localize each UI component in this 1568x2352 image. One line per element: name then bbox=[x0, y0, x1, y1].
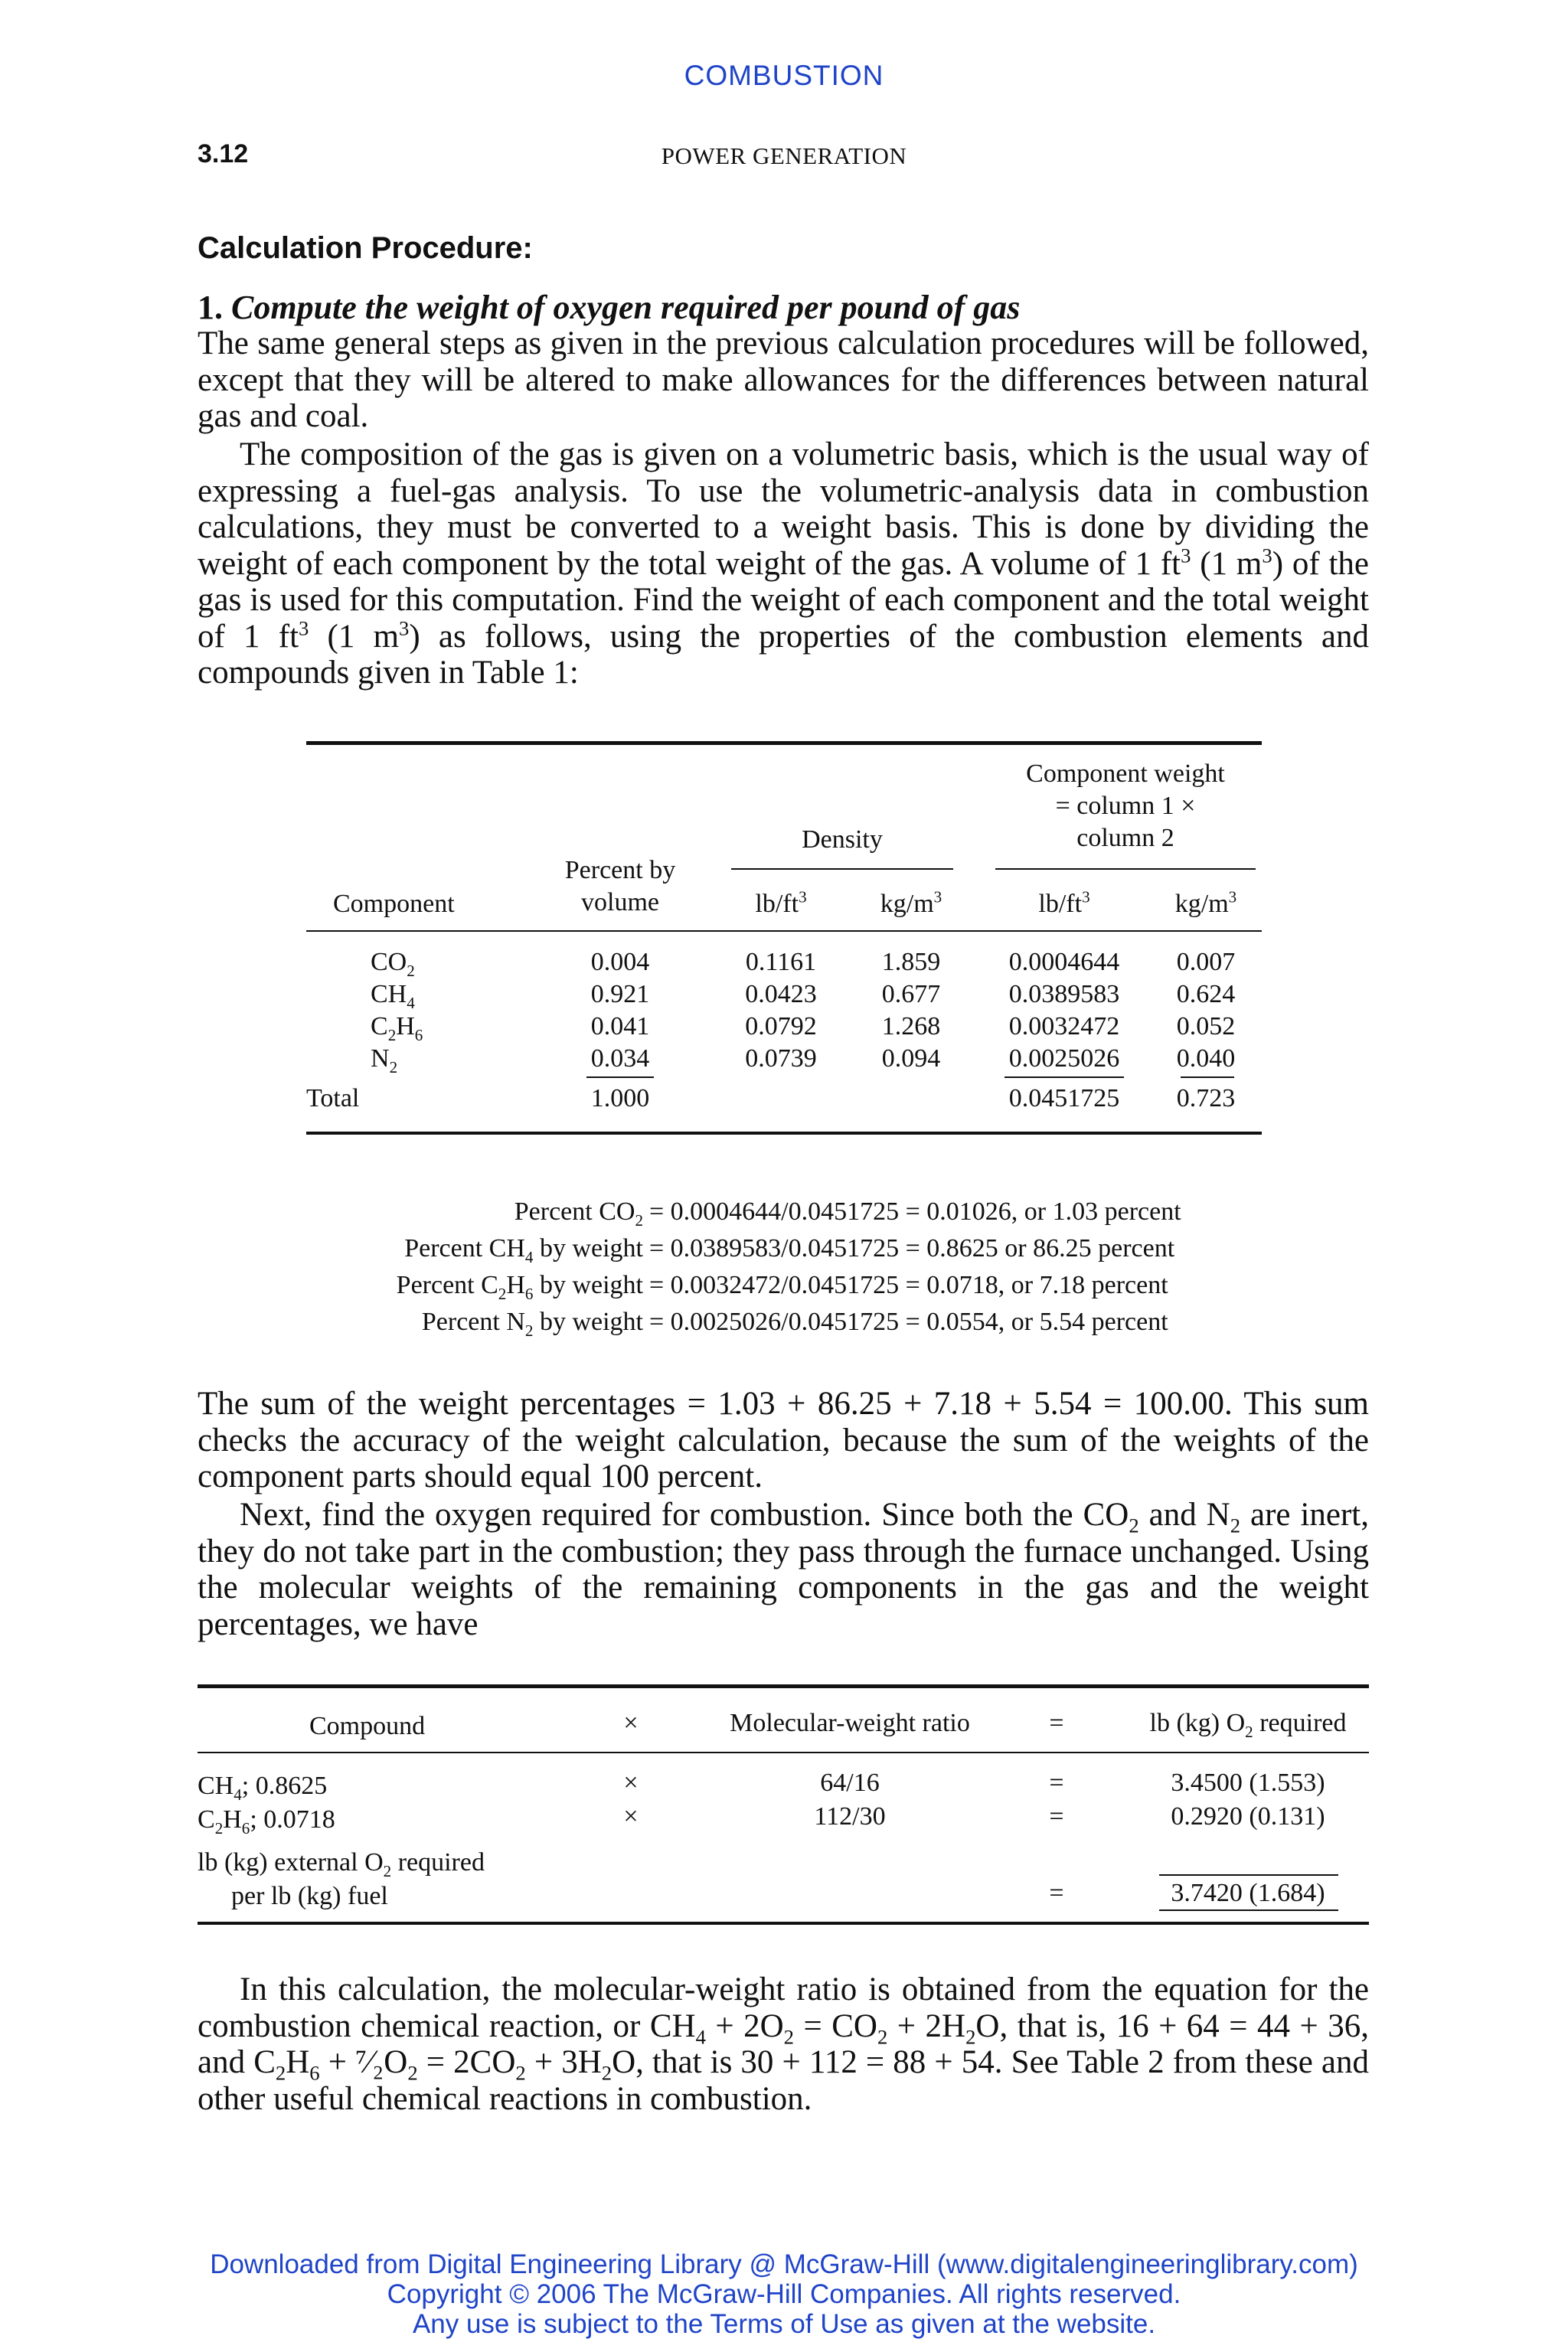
cell-kgm: 1.268 bbox=[881, 1012, 941, 1040]
unit-text: kg/m bbox=[880, 890, 934, 918]
cell-times: × bbox=[623, 1802, 639, 1831]
sum-rule bbox=[1159, 1874, 1338, 1876]
cell-w-kgm: 0.624 bbox=[1176, 980, 1236, 1008]
weight-rule bbox=[995, 868, 1256, 870]
header-component-weight-3: column 2 bbox=[1076, 824, 1174, 852]
step-heading bbox=[198, 288, 1020, 327]
cell-percent: 0.034 bbox=[590, 1044, 650, 1073]
percent-lhs: Percent $N_2$ by weight bbox=[421, 1308, 643, 1340]
percent-expr: = 0.0389583/0.0451725 = 0.8625 or 86.25 percent bbox=[649, 1234, 1175, 1263]
header-w-lbft bbox=[995, 888, 1133, 920]
text-run: ) as follows, using the properties of the combustion elements and compounds given in Table 1: bbox=[198, 618, 1369, 691]
cell-lbft: 0.0423 bbox=[745, 980, 817, 1008]
header-rule bbox=[198, 1752, 1369, 1753]
page-number: 3.12 bbox=[198, 139, 249, 168]
cell-equals: = bbox=[1049, 1879, 1064, 1907]
header-o2-required: lb (kg) $O_2$ required bbox=[1149, 1709, 1347, 1741]
percent-expr: = 0.0032472/0.0451725 = 0.0718, or 7.18 percent bbox=[649, 1271, 1168, 1299]
step-number: 1. bbox=[198, 289, 223, 326]
cell-w-lbft: 0.0004644 bbox=[1008, 948, 1120, 976]
footer-notice bbox=[0, 2249, 1568, 2339]
cell-lbft: 0.0739 bbox=[745, 1044, 817, 1073]
unit-text: kg/m bbox=[1174, 890, 1229, 918]
cell-w-lbft: 0.0025026 bbox=[1008, 1044, 1120, 1073]
cell-result: 0.2920 (0.131) bbox=[1171, 1802, 1325, 1831]
table-top-rule bbox=[306, 741, 1262, 745]
superscript: 3 bbox=[933, 887, 942, 906]
cell-w-kgm: 0.040 bbox=[1176, 1044, 1236, 1073]
cell-component: $N_2$ bbox=[371, 1044, 398, 1076]
paragraph-3 bbox=[198, 1386, 1369, 1495]
unit-text: lb/ft bbox=[1038, 890, 1083, 918]
superscript: 3 bbox=[799, 887, 807, 906]
header-component-weight-2: = column 1 × bbox=[1055, 792, 1196, 820]
cell-component: $CH_4$ bbox=[371, 980, 415, 1012]
table-bottom-rule bbox=[198, 1922, 1369, 1925]
cell-total-label: Total bbox=[306, 1084, 360, 1112]
paragraph-text: The same general steps as given in the previous calculation procedures will be followed, except that they will be altered to make allowances for the differences between natural gas and coal. bbox=[198, 325, 1369, 434]
cell-kgm: 0.677 bbox=[881, 980, 941, 1008]
sum-rule bbox=[586, 1076, 654, 1078]
cell-w-lbft: 0.0032472 bbox=[1008, 1012, 1120, 1040]
density-rule bbox=[731, 868, 953, 870]
cell-component: $C_2H_6$ bbox=[371, 1012, 423, 1044]
percent-expr: = 0.0004644/0.0451725 = 0.01026, or 1.03 percent bbox=[649, 1197, 1181, 1226]
text-run: ) of the gas is used for this computation. Find the weight of each component and the total weight of 1 ft bbox=[198, 545, 1369, 655]
footer-download-link[interactable]: Downloaded from Digital Engineering Library @ McGraw-Hill (www.digitalengineeringlibrary.com) bbox=[210, 2249, 1358, 2279]
table-top-rule bbox=[198, 1684, 1369, 1688]
header-rule bbox=[306, 930, 1262, 932]
cell-component: $CO_2$ bbox=[371, 948, 415, 980]
header-ratio: Molecular-weight ratio bbox=[730, 1709, 970, 1737]
cell-kgm: 0.094 bbox=[881, 1044, 941, 1073]
cell-ratio: 64/16 bbox=[820, 1769, 880, 1797]
sum-rule bbox=[1181, 1076, 1234, 1078]
header-component-weight: Component weight bbox=[1026, 760, 1225, 788]
paragraph-text: In this calculation, the molecular-weight ratio is obtained from the equation for the combustion chemical reaction, or $CH_4 + 2O_2 = CO_2 + 2H_2O$, that is, 16 + 64 = 44 + 36, and $C_2H_6$ + $^7⁄_2O_2 = 2CO_2 + 3H_2O$, that is 30 + 112 = 88 + 54. See Table 2 from these and other useful chemical reactions in combustion. bbox=[198, 1971, 1369, 2117]
cell-w-kgm: 0.052 bbox=[1176, 1012, 1236, 1040]
superscript: 3 bbox=[299, 616, 309, 640]
paragraph-4 bbox=[198, 1497, 1369, 1642]
banner-title: COMBUSTION bbox=[684, 60, 884, 91]
text-run: (1 m bbox=[309, 618, 400, 655]
cell-total-label-2: per lb (kg) fuel bbox=[231, 1882, 388, 1910]
header-w-kgm bbox=[1156, 888, 1256, 920]
paragraph-1 bbox=[198, 325, 1369, 435]
section-title: Calculation Procedure: bbox=[198, 231, 533, 265]
header-kgm bbox=[861, 888, 961, 920]
cell-percent: 0.041 bbox=[590, 1012, 650, 1040]
unit-text: lb/ft bbox=[755, 890, 799, 918]
cell-total-label: lb (kg) external $O_2$ required bbox=[198, 1848, 485, 1880]
header-compound: Compound bbox=[309, 1712, 426, 1740]
paragraph-text: The sum of the weight percentages = 1.03 + 86.25 + 7.18 + 5.54 = 100.00. This sum checks the accuracy of the weight calculation, because the sum of the weights of the component parts should equal 100 percent. bbox=[198, 1386, 1369, 1494]
cell-compound: $C_2H_6$; 0.0718 bbox=[198, 1805, 335, 1838]
header-percent-2: volume bbox=[581, 888, 659, 916]
superscript: 3 bbox=[1262, 544, 1272, 567]
running-head: POWER GENERATION bbox=[661, 142, 907, 169]
cell-kgm: 1.859 bbox=[881, 948, 941, 976]
cell-equals: = bbox=[1049, 1769, 1064, 1797]
cell-total-w-kgm: 0.723 bbox=[1176, 1084, 1236, 1112]
header-equals: = bbox=[1049, 1709, 1064, 1737]
paragraph-5 bbox=[198, 1971, 1369, 2117]
percent-lhs: Percent $CO_2$ bbox=[514, 1197, 643, 1230]
cell-lbft: 0.0792 bbox=[745, 1012, 817, 1040]
cell-ratio: 112/30 bbox=[814, 1802, 886, 1831]
cell-w-lbft: 0.0389583 bbox=[1008, 980, 1120, 1008]
percent-lhs: Percent $CH_4$ by weight bbox=[404, 1234, 643, 1266]
cell-w-kgm: 0.007 bbox=[1176, 948, 1236, 976]
cell-percent: 0.004 bbox=[590, 948, 650, 976]
cell-compound: $CH_4$; 0.8625 bbox=[198, 1772, 328, 1804]
superscript: 3 bbox=[1082, 887, 1090, 906]
footer-copyright: Copyright © 2006 The McGraw-Hill Companies. All rights reserved. bbox=[387, 2279, 1181, 2309]
cell-total-percent: 1.000 bbox=[590, 1084, 650, 1112]
cell-total-w-lbft: 0.0451725 bbox=[1008, 1084, 1120, 1112]
cell-equals: = bbox=[1049, 1802, 1064, 1831]
header-component: Component bbox=[333, 890, 455, 918]
superscript: 3 bbox=[399, 616, 410, 640]
sum-rule bbox=[1004, 1076, 1124, 1078]
text-run: The composition of the gas is given on a volumetric basis, which is the usual way of expressing a fuel-gas analysis. To use the volumetric-analysis data in combustion calculations, they must be converted to a weight basis. This is done by dividing the weight of each component by the total weight of the gas. A volume of 1 ft bbox=[198, 436, 1369, 582]
cell-times: × bbox=[623, 1769, 639, 1797]
text-run: (1 m bbox=[1191, 545, 1263, 582]
percent-expr: = 0.0025026/0.0451725 = 0.0554, or 5.54 percent bbox=[649, 1308, 1168, 1336]
footer-terms: Any use is subject to the Terms of Use as given at the website. bbox=[412, 2309, 1156, 2339]
header-lbft bbox=[731, 888, 831, 920]
cell-total-result: 3.7420 (1.684) bbox=[1171, 1879, 1325, 1907]
table-bottom-rule bbox=[306, 1132, 1262, 1135]
cell-lbft: 0.1161 bbox=[745, 948, 817, 976]
superscript: 3 bbox=[1181, 544, 1191, 567]
percent-lhs: Percent $C_2H_6$ by weight bbox=[396, 1271, 643, 1303]
paragraph-text: Next, find the oxygen required for combustion. Since both the $CO_2$ and $N_2$ are inert, they do not take part in the combustion; they pass through the furnace unchanged. Using the molecular weights of the remaining components in the gas and the weight percentages, we have bbox=[198, 1497, 1369, 1642]
sum-rule bbox=[1159, 1909, 1338, 1911]
header-percent-1: Percent by bbox=[564, 856, 676, 884]
superscript: 3 bbox=[1228, 887, 1237, 906]
paragraph-text bbox=[198, 436, 1369, 691]
header-density: Density bbox=[802, 825, 883, 854]
header-times: × bbox=[623, 1709, 639, 1737]
cell-result: 3.4500 (1.553) bbox=[1171, 1769, 1325, 1797]
step-title: Compute the weight of oxygen required per pound of gas bbox=[231, 289, 1021, 326]
paragraph-2 bbox=[198, 436, 1369, 691]
cell-percent: 0.921 bbox=[590, 980, 650, 1008]
